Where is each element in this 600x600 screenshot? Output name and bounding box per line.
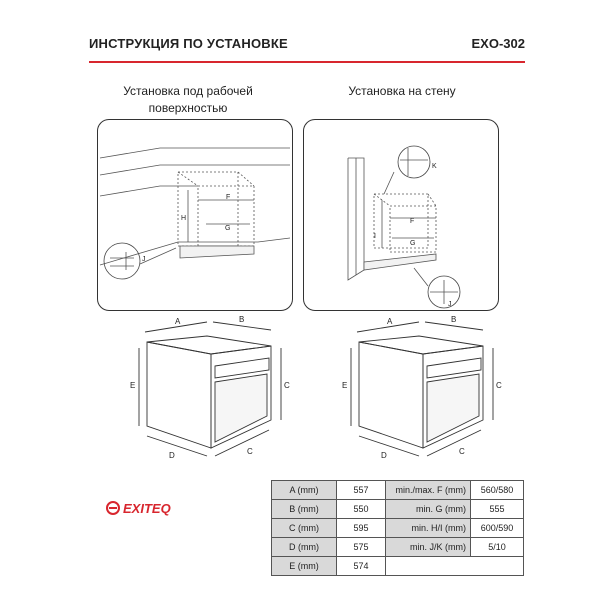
- wall-title: Установка на стену: [348, 84, 456, 98]
- table-row: [272, 500, 524, 519]
- label-i: I: [374, 233, 376, 240]
- under-counter-title: [93, 83, 283, 117]
- wall-diagram: [304, 120, 498, 310]
- spec-value: 557: [337, 481, 386, 500]
- dim2-b: B: [451, 315, 457, 324]
- page-title: ИНСТРУКЦИЯ ПО УСТАНОВКЕ: [89, 36, 288, 51]
- spec-value-2: 600/590: [471, 519, 524, 538]
- header: [89, 36, 525, 60]
- dim2-a: A: [387, 317, 393, 326]
- spec-label-2: min. G (mm): [386, 500, 471, 519]
- under-counter-title-line1: Установка под рабочей: [123, 84, 253, 98]
- spec-label: D (mm): [272, 538, 337, 557]
- dim-d: D: [169, 451, 175, 460]
- spec-value-2: 555: [471, 500, 524, 519]
- under-counter-title-line2: поверхностью: [148, 101, 228, 115]
- table-row: [272, 481, 524, 500]
- dim-a: A: [175, 317, 181, 326]
- spec-table: [271, 480, 524, 576]
- spec-label: E (mm): [272, 557, 337, 576]
- label-j: J: [142, 256, 146, 263]
- label-j2: J: [448, 301, 452, 308]
- spec-value-2: 5/10: [471, 538, 524, 557]
- oven-dimensions-2: [331, 308, 501, 473]
- header-divider: [89, 61, 525, 63]
- dim-c: C: [284, 381, 290, 390]
- dim2-c: C: [496, 381, 502, 390]
- dim-e: E: [130, 381, 136, 390]
- dim-b: B: [239, 315, 245, 324]
- wall-panel: [303, 119, 499, 311]
- table-row: [272, 538, 524, 557]
- spec-value: 574: [337, 557, 386, 576]
- label-g: G: [225, 225, 231, 232]
- dim2-c2: C: [459, 447, 465, 456]
- spec-empty-cell: [386, 557, 524, 576]
- brand-name: EXITEQ: [123, 501, 171, 516]
- spec-label: B (mm): [272, 500, 337, 519]
- under-counter-diagram: [98, 120, 292, 310]
- spec-value-2: 560/580: [471, 481, 524, 500]
- model-number: EXO-302: [471, 36, 525, 51]
- spec-value: 550: [337, 500, 386, 519]
- oven-dimensions-1: [119, 308, 289, 473]
- label-f: F: [226, 194, 231, 201]
- table-row: [272, 519, 524, 538]
- spec-label-2: min./max. F (mm): [386, 481, 471, 500]
- spec-label-2: min. H/I (mm): [386, 519, 471, 538]
- label-k: K: [432, 163, 437, 170]
- brand-mark-icon: [105, 498, 205, 518]
- instruction-page: [75, 18, 525, 588]
- spec-label: A (mm): [272, 481, 337, 500]
- brand-logo: [105, 498, 205, 518]
- dim2-d: D: [381, 451, 387, 460]
- label-f2: F: [410, 218, 415, 225]
- label-h: H: [181, 215, 187, 222]
- spec-value: 595: [337, 519, 386, 538]
- spec-label: C (mm): [272, 519, 337, 538]
- spec-value: 575: [337, 538, 386, 557]
- spec-label-2: min. J/K (mm): [386, 538, 471, 557]
- dim-c2: C: [247, 447, 253, 456]
- dim2-e: E: [342, 381, 348, 390]
- label-g2: G: [410, 240, 416, 247]
- under-counter-panel: [97, 119, 293, 311]
- table-row: [272, 557, 524, 576]
